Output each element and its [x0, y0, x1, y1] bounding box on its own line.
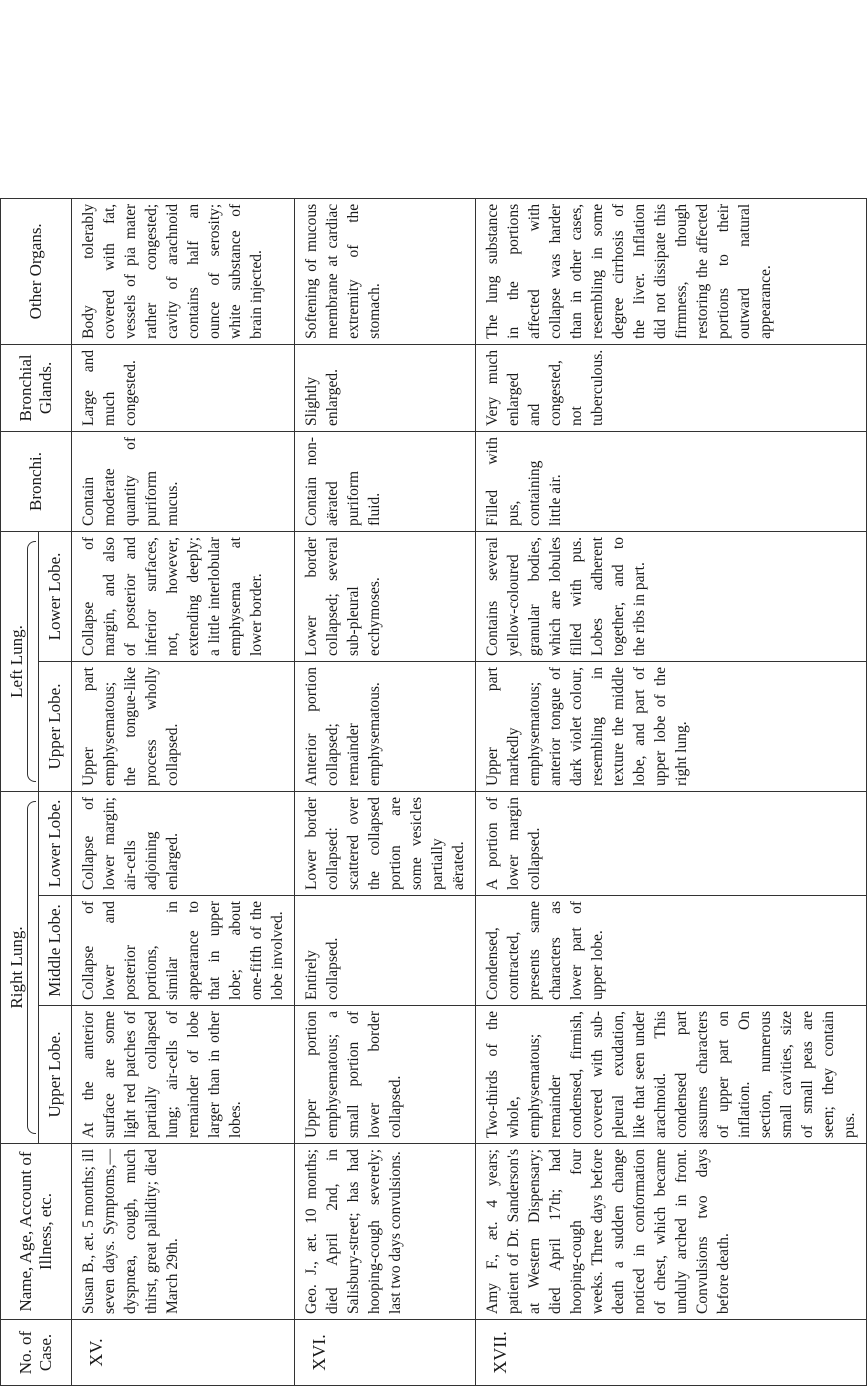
- header-bronchial-glands: Bronchial Glands.: [1, 344, 72, 431]
- right-lower-lobe-cell: A portion of lower margin collapsed.: [476, 792, 867, 896]
- header-left-upper-lobe: Upper Lobe.: [39, 662, 72, 792]
- header-bronchi: Bronchi.: [1, 432, 72, 532]
- table-row: [295, 198, 476, 1385]
- left-upper-lobe-cell: Upper part markedly emphysematous; anterior tongue of dark violet colour, resembling in texture the middle lobe, and part of upper lobe of the right lung.: [476, 662, 867, 792]
- header-left-lower-lobe: Lower Lobe.: [39, 532, 72, 662]
- right-upper-lobe-cell: Two-thirds of the whole, emphysematous; remainder condensed, firmish, covered with sub-pleural exudation, like that seen under arachnoid. This condensed part assumes characters of upper part on inflation. On section, numerous small cavities, size of small peas are seen; they contain pus.: [476, 1006, 867, 1144]
- header-name: Name, Age, Account of Illness, etc.: [1, 1144, 72, 1320]
- header-right-lung-label: Right Lung.: [7, 926, 26, 1009]
- header-right-lower-lobe: Lower Lobe.: [39, 792, 72, 896]
- left-lower-lobe-cell: Lower border collapsed; several sub-pleural ecchymoses.: [295, 532, 476, 662]
- right-middle-lobe-cell: Collapse of lower and posterior portions, similar in appearance to that in upper lobe; about one-fifth of the lobe involved.: [72, 896, 295, 1006]
- bronchi-cell: Filled with pus, containing little air.: [476, 432, 867, 532]
- case-name-history: Susan B., æt. 5 months; ill seven days. Symptoms,—dyspnœa, cough, much thirst, great pallidity; died March 29th.: [72, 1144, 295, 1320]
- left-upper-lobe-cell: Upper part emphysematous; the tongue-like process wholly collapsed.: [72, 662, 295, 792]
- case-name-history: Amy F., æt. 4 years; patient of Dr. Sanderson's at Western Dispensary; died April 17th; had hooping-cough four weeks. Three days before death a sudden change noticed in conformation of chest, which became unduly arched in front. Convulsions two days before death.: [476, 1144, 867, 1320]
- header-row-group: [1, 198, 39, 1385]
- header-left-lung: [1, 532, 39, 792]
- brace-icon: [27, 801, 36, 1134]
- left-lower-lobe-cell: Contains several yellow-coloured granular bodies, which are lobules filled with pus. Lobes adherent together, and to the ribs in part.: [476, 532, 867, 662]
- left-lower-lobe-cell: Collapse of margin, and also of posterior and inferior surfaces, not, however, extending deeply; a little interlobular emphysema at lower border.: [72, 532, 295, 662]
- right-lower-lobe-cell: Lower border collapsed: scattered over the collapsed portion are some vesicles partially aërated.: [295, 792, 476, 896]
- header-left-lung-label: Left Lung.: [7, 625, 26, 698]
- header-right-middle-lobe: Middle Lobe.: [39, 896, 72, 1006]
- case-table: [0, 198, 867, 1386]
- bronchial-glands-cell: Large and much congested.: [72, 344, 295, 431]
- bronchial-glands-cell: Slightly enlarged.: [295, 344, 476, 431]
- right-upper-lobe-cell: Upper portion emphysematous; a small portion of lower border collapsed.: [295, 1006, 476, 1144]
- bronchi-cell: Contain non-aërated puriform fluid.: [295, 432, 476, 532]
- bronchi-cell: Contain moderate quantity of puriform mucus.: [72, 432, 295, 532]
- other-organs-cell: Body tolerably covered with fat, vessels of pia mater rather congested; cavity of arachnoid contains half an ounce of serosity; white substance of brain injected.: [72, 198, 295, 344]
- header-right-lung: [1, 792, 39, 1144]
- right-middle-lobe-cell: Entirely collapsed.: [295, 896, 476, 1006]
- header-case-no: No. of Case.: [1, 1320, 72, 1386]
- case-name-history: Geo. J., æt. 10 months; died April 2nd, in Salisbury-street; has had hooping-cough severely; last two days convulsions.: [295, 1144, 476, 1320]
- table-row: [72, 198, 295, 1385]
- brace-icon: [27, 541, 36, 782]
- table-row: [476, 198, 867, 1385]
- other-organs-cell: The lung substance in the portions affected with collapse was harder than in other cases, resembling in some degree cirrhosis of the liver. Inflation did not dissipate this firmness, though restoring the affected portions to their outward natural appearance.: [476, 198, 867, 344]
- bronchial-glands-cell: Very much enlarged and congested, not tuberculous.: [476, 344, 867, 431]
- left-upper-lobe-cell: Anterior portion collapsed; remainder emphysematous.: [295, 662, 476, 792]
- case-number: XVII.: [476, 1320, 867, 1386]
- case-number: XVI.: [295, 1320, 476, 1386]
- other-organs-cell: Softening of mucous membrane at cardiac extremity of the stomach.: [295, 198, 476, 344]
- header-right-upper-lobe: Upper Lobe.: [39, 1006, 72, 1144]
- right-upper-lobe-cell: At the anterior surface are some light red patches of partially collapsed lung; air-cells of remainder of lobe larger than in other lobes.: [72, 1006, 295, 1144]
- right-lower-lobe-cell: Collapse of lower margin; air-cells adjoining enlarged.: [72, 792, 295, 896]
- case-number: XV.: [72, 1320, 295, 1386]
- right-middle-lobe-cell: Condensed, contracted, presents same characters as lower part of upper lobe.: [476, 896, 867, 1006]
- header-other-organs: Other Organs.: [1, 198, 72, 344]
